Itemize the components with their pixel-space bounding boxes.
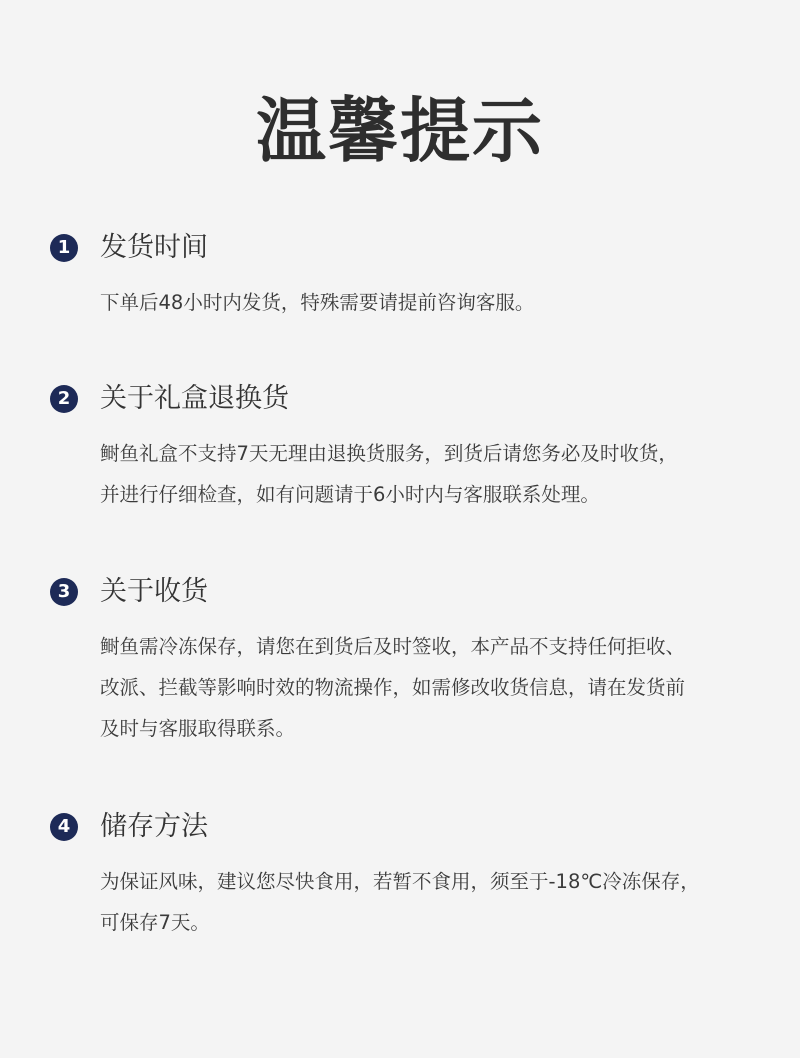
body-line: 改派、拦截等影响时效的物流操作，如需修改收货信息，请在发货前 (100, 676, 686, 699)
section-body (100, 626, 760, 749)
section-body (100, 861, 760, 943)
body-line: 下单后48小时内发货，特殊需要请提前咨询客服。 (100, 291, 535, 314)
body-line: 可保存7天。 (100, 911, 210, 934)
section-gift-box-returns (50, 379, 770, 515)
section-heading: 储存方法 (100, 811, 208, 842)
body-line: 鲥鱼礼盒不支持7天无理由退换货服务，到货后请您务必及时收货， (100, 442, 678, 465)
section-storage-method (50, 807, 770, 943)
circled-number-two-icon: 2 (50, 385, 78, 413)
body-line: 及时与客服取得联系。 (100, 717, 296, 740)
circled-number-three-icon: 3 (50, 578, 78, 606)
section-receiving (50, 572, 770, 749)
section-body (100, 282, 760, 323)
circled-number-four-icon: 4 (50, 813, 78, 841)
page-title: 温馨提示 (256, 90, 544, 172)
circled-number-one-icon: 1 (50, 234, 78, 262)
section-body (100, 433, 760, 515)
section-heading: 关于礼盒退换货 (100, 383, 289, 414)
section-header (50, 379, 770, 419)
body-line: 鲥鱼需冷冻保存，请您在到货后及时签收，本产品不支持任何拒收、 (100, 635, 686, 658)
body-line: 并进行仔细检查，如有问题请于6小时内与客服联系处理。 (100, 483, 600, 506)
section-header (50, 228, 770, 268)
section-shipping-time (50, 228, 770, 323)
section-header (50, 572, 770, 612)
section-heading: 发货时间 (100, 232, 208, 263)
section-header (50, 807, 770, 847)
body-line: 为保证风味，建议您尽快食用，若暂不食用，须至于-18℃冷冻保存， (100, 870, 700, 893)
section-heading: 关于收货 (100, 576, 208, 607)
